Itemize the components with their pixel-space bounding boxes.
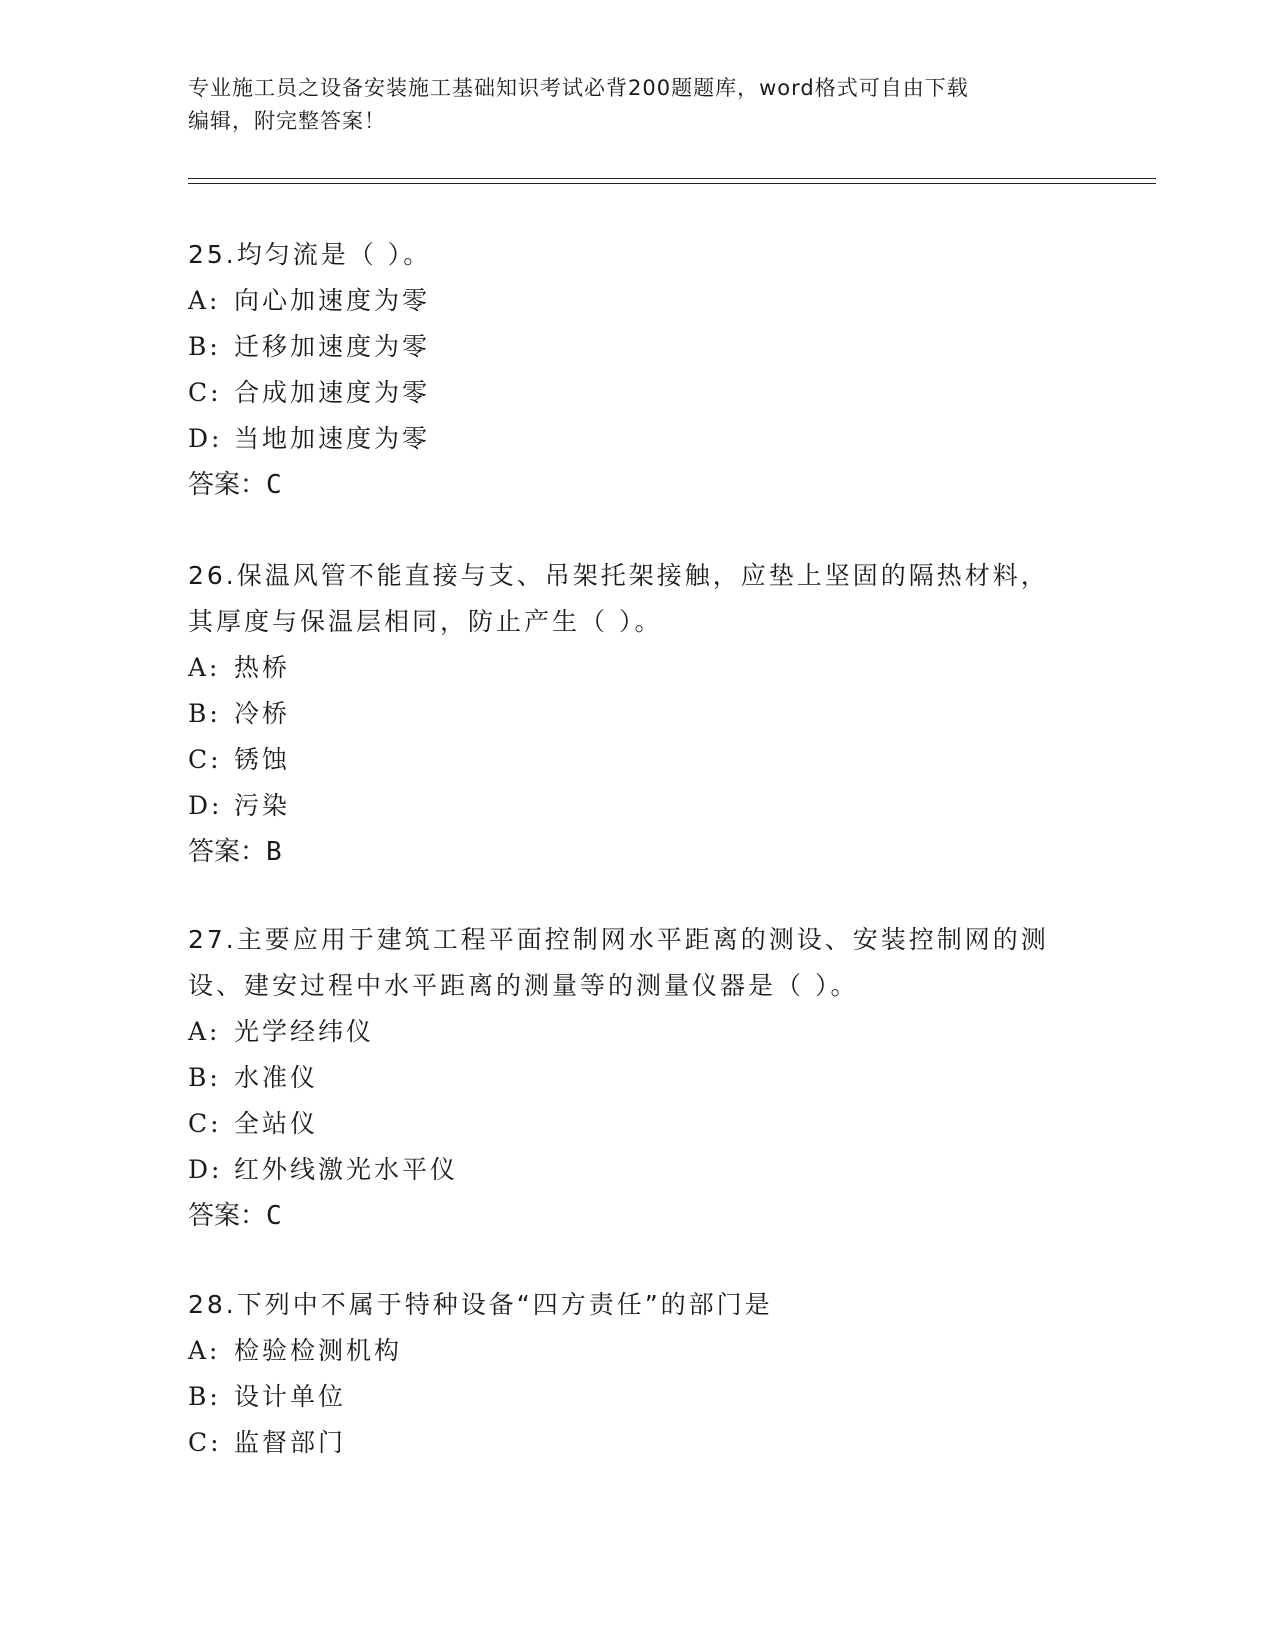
option-key: C: (188, 1428, 222, 1457)
document-header (188, 72, 1078, 138)
question-stem: 26.保温风管不能直接与支、吊架托架接触，应垫上坚固的隔热材料， (188, 561, 1049, 590)
option-text: 水准仪 (234, 1063, 319, 1092)
option-a (188, 278, 1088, 324)
option-c (188, 1420, 1088, 1466)
option-key: B: (188, 699, 221, 728)
option-text: 全站仪 (234, 1109, 319, 1138)
question-stem: 其厚度与保温层相同，防止产生（ ）。 (188, 607, 663, 636)
option-text: 监督部门 (234, 1428, 347, 1457)
question-26 (188, 553, 1088, 875)
option-text: 红外线激光水平仪 (234, 1155, 459, 1184)
option-key: A: (188, 1017, 221, 1046)
option-text: 迁移加速度为零 (234, 332, 431, 361)
option-key: B: (188, 332, 221, 361)
option-d (188, 416, 1088, 462)
option-key: A: (188, 653, 221, 682)
option-text: 热桥 (234, 653, 291, 682)
option-b (188, 1374, 1088, 1420)
question-stem: 28.下列中不属于特种设备“四方责任”的部门是 (188, 1290, 773, 1319)
option-text: 污染 (234, 791, 291, 820)
option-key: C: (188, 1109, 222, 1138)
option-text: 检验检测机构 (234, 1336, 403, 1365)
question-25 (188, 232, 1088, 508)
option-text: 向心加速度为零 (234, 286, 431, 315)
option-key: D: (188, 1155, 223, 1184)
question-28 (188, 1282, 1088, 1466)
option-key: B: (188, 1382, 221, 1411)
question-stem: 25.均匀流是（ ）。 (188, 240, 432, 269)
answer: 答案：C (188, 470, 282, 500)
option-key: B: (188, 1063, 221, 1092)
option-d (188, 783, 1088, 829)
header-divider-top (188, 178, 1156, 179)
option-c (188, 370, 1088, 416)
option-b (188, 1055, 1088, 1101)
option-key: C: (188, 745, 222, 774)
question-stem: 设、建安过程中水平距离的测量等的测量仪器是（ ）。 (188, 971, 859, 1000)
option-key: D: (188, 424, 223, 453)
option-text: 当地加速度为零 (234, 424, 431, 453)
option-a (188, 645, 1088, 691)
option-b (188, 324, 1088, 370)
header-line: 专业施工员之设备安装施工基础知识考试必背200题题库，word格式可自由下载 (188, 76, 969, 100)
option-a (188, 1328, 1088, 1374)
option-text: 锈蚀 (234, 745, 291, 774)
option-b (188, 691, 1088, 737)
option-text: 合成加速度为零 (234, 378, 431, 407)
option-c (188, 1101, 1088, 1147)
answer: 答案：C (188, 1201, 282, 1231)
header-line: 编辑，附完整答案！ (188, 109, 386, 133)
option-text: 冷桥 (234, 699, 291, 728)
option-text: 设计单位 (234, 1382, 347, 1411)
option-text: 光学经纬仪 (234, 1017, 375, 1046)
option-c (188, 737, 1088, 783)
option-a (188, 1009, 1088, 1055)
answer: 答案：B (188, 837, 282, 867)
header-divider-bottom (188, 183, 1156, 184)
option-d (188, 1147, 1088, 1193)
option-key: A: (188, 1336, 221, 1365)
option-key: C: (188, 378, 222, 407)
option-key: D: (188, 791, 223, 820)
question-27 (188, 917, 1088, 1239)
question-stem: 27.主要应用于建筑工程平面控制网水平距离的测设、安装控制网的测 (188, 925, 1049, 954)
option-key: A: (188, 286, 221, 315)
